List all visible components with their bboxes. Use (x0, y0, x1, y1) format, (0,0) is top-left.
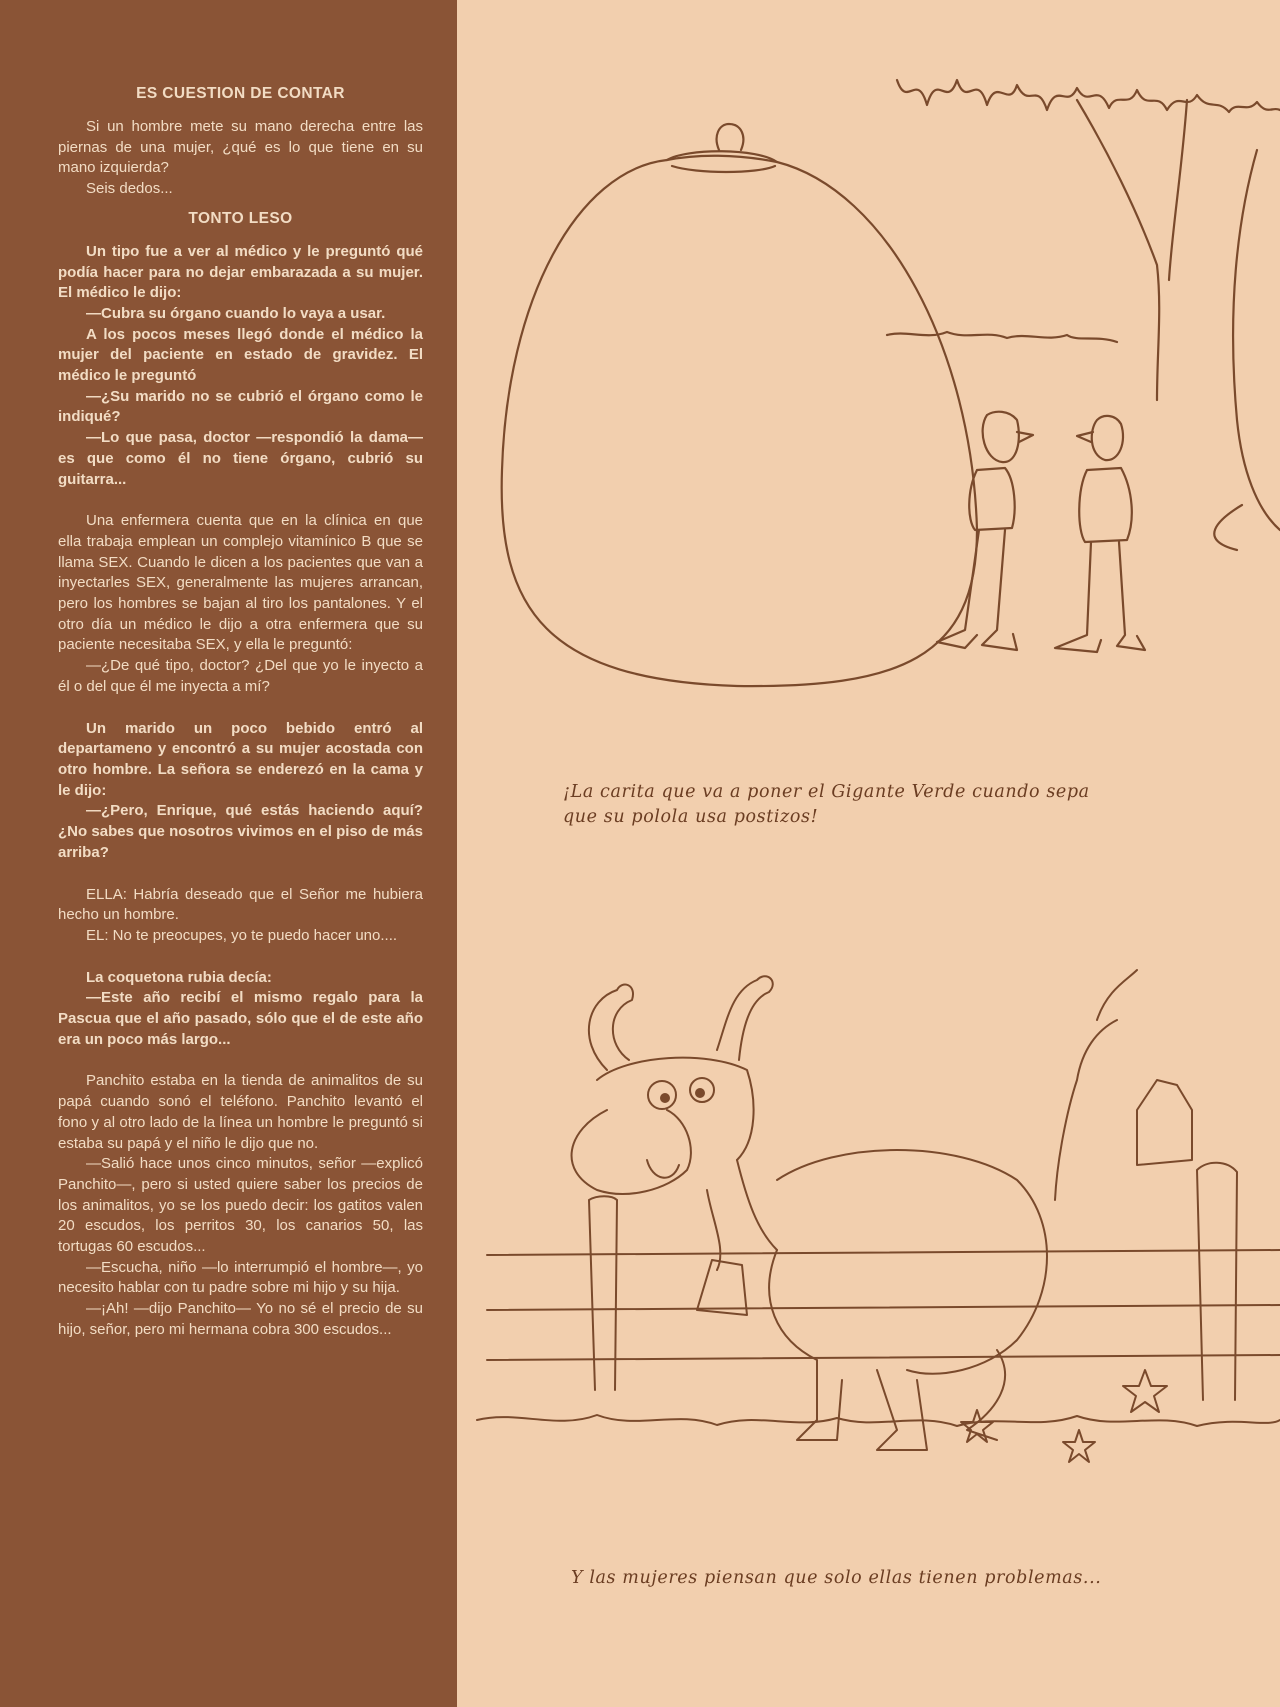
joke-paragraph: —Salió hace unos cinco minutos, señor —explicó Panchito—, pero si usted quiere saber los precios de los animalitos, yo se los puedo decir: los gatitos valen 20 escudos, los perritos 30, los canarios 50, las tortugas 60 escudos... (58, 1155, 423, 1256)
section-heading: TONTO LESO (188, 209, 293, 227)
cartoon1-caption (563, 780, 1263, 830)
joke-paragraph: Un tipo fue a ver al médico y le preguntó qué podía hacer para no dejar embarazada a su mujer. El médico le dijo: (58, 242, 423, 302)
joke-paragraph: Si un hombre mete su mano derecha entre las piernas de una mujer, ¿qué es lo que tiene en su mano izquierda? (58, 118, 423, 177)
joke-paragraph: La coquetona rubia decía: (86, 968, 272, 986)
joke-paragraph: —¿De qué tipo, doctor? ¿Del que yo le inyecto a él o del que él me inyecta a mí? (58, 657, 423, 695)
joke-paragraph: Panchito estaba en la tienda de animalitos de su papá cuando sonó el teléfono. Panchito levantó el fono y al otro lado de la línea un hombre le preguntó si estaba su papá y el niño le dijo que no. (58, 1072, 423, 1152)
joke-paragraph: EL: No te preocupes, yo te puedo hacer uno.... (86, 926, 398, 944)
joke-paragraph: Un marido un poco bebido entró al departameno y encontró a su mujer acostada con otro hombre. La señora se enderezó en la cama y le dijo: (58, 719, 423, 799)
cartoons-area (457, 0, 1280, 1707)
joke-paragraph: —¡Ah! —dijo Panchito— Yo no sé el precio de su hijo, señor, pero mi hermana cobra 300 escudos... (58, 1300, 423, 1338)
section-heading: ES CUESTION DE CONTAR (136, 85, 345, 102)
joke-paragraph: —Cubra su órgano cuando lo vaya a usar. (86, 304, 386, 322)
joke-paragraph: —Lo que pasa, doctor —respondió la dama— es que como él no tiene órgano, cubrió su guitarra... (58, 429, 423, 488)
joke-paragraph: A los pocos meses llegó donde el médico la mujer del paciente en estado de gravidez. El médico le preguntó (58, 325, 423, 385)
joke-paragraph: —¿Su marido no se cubrió el órgano como le indiqué? (58, 387, 423, 426)
joke-paragraph: ELLA: Habría deseado que el Señor me hubiera hecho un hombre. (58, 885, 423, 924)
cartoon-giant-object (457, 50, 1280, 700)
joke-paragraph: Seis dedos... (86, 180, 173, 198)
jokes-column (0, 0, 457, 1707)
cartoon-cow-fence (457, 960, 1280, 1530)
joke-paragraph: —Escucha, niño —lo interrumpió el hombre—, yo necesito hablar con tu padre sobre mi hijo y su hija. (58, 1258, 423, 1297)
caption-line: que su polola usa postizos! (563, 807, 819, 827)
joke-paragraph: Una enfermera cuenta que en la clínica en que ella trabaja emplean un complejo vitamínico B que se llama SEX. Cuando le dicen a los pacientes que van a inyectarles SEX, generalmente las mujeres arrancan, pero los hombres se bajan al tiro los pantalones. Y el otro día un médico le dijo a otra enfermera que su paciente necesitaba SEX, y ella le preguntó: (58, 512, 423, 654)
caption-line: ¡La carita que va a poner el Gigante Verde cuando sepa (563, 782, 1090, 802)
joke-paragraph: —Este año recibí el mismo regalo para la Pascua que el año pasado, sólo que el de este año era un poco más largo... (58, 989, 423, 1048)
cartoon2-caption: Y las mujeres piensan que solo ellas tienen problemas... (571, 1568, 1102, 1588)
joke-paragraph: —¿Pero, Enrique, qué estás haciendo aquí? ¿No sabes que nosotros vivimos en el piso de más arriba? (58, 802, 423, 861)
